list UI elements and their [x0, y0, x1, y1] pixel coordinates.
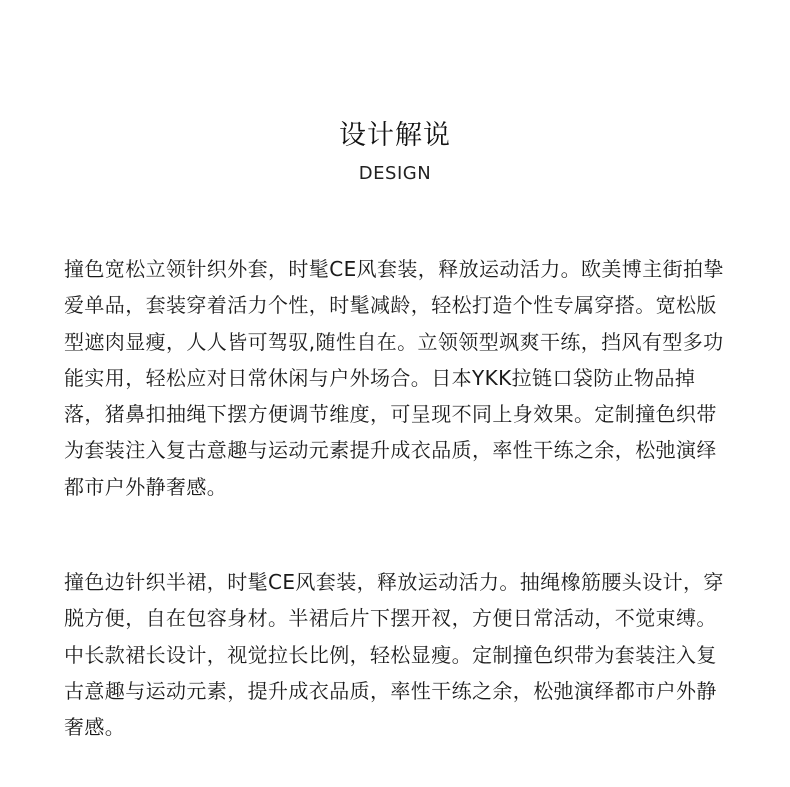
description-paragraph-skirt: 撞色边针织半裙，时髦CE风套装，释放运动活力。抽绳橡筋腰头设计，穿脱方便，自在包容身材。半裙后片下摆开衩，方便日常活动，不觉束缚。中长款裙长设计，视觉拉长比例，轻松显瘦。定制撞色织带为套装注入复古意趣与运动元素，提升成衣品质，率性干练之余，松弛演绎都市户外静奢感。 [64, 570, 724, 740]
section-subtitle: DESIGN [358, 163, 432, 184]
section-title: 设计解说 [339, 120, 451, 151]
description-paragraph-jacket: 撞色宽松立领针织外套，时髦CE风套装，释放运动活力。欧美博主街拍挚爱单品，套装穿着活力个性，时髦减龄，轻松打造个性专属穿搭。宽松版型遮肉显瘦，人人皆可驾驭,随性自在。立领领型飒爽干练，挡风有型多功能实用，轻松应对日常休闲与户外场合。日本YKK拉链口袋防止物品掉落，猪鼻扣抽绳下摆方便调节维度，可呈现不同上身效果。定制撞色织带为套装注入复古意趣与运动元素提升成衣品质，率性干练之余，松弛演绎都市户外静奢感。 [64, 257, 724, 499]
